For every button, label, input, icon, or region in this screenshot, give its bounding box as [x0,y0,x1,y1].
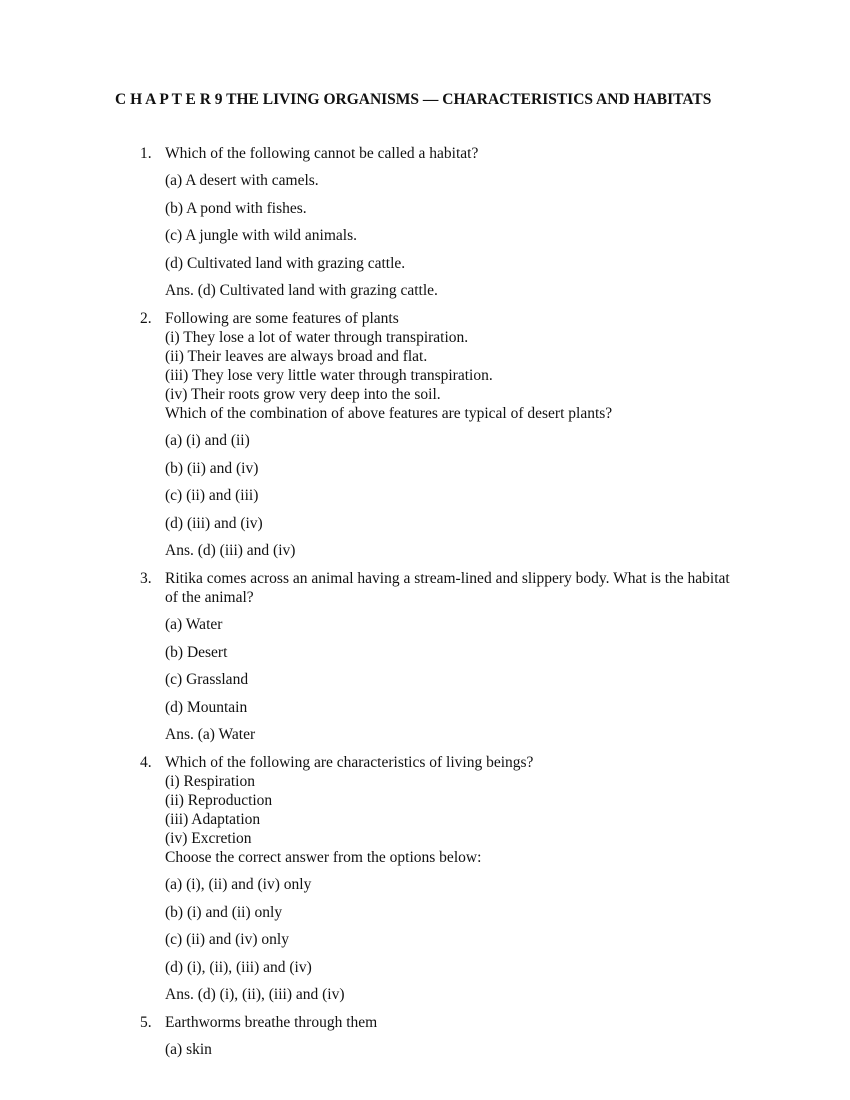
stem-line: Which of the combination of above features are typical of desert plants? [165,404,613,422]
stem-line: (ii) Reproduction [165,791,273,809]
answer-option: (d) Mountain [165,698,248,716]
answer-key: Ans. (d) (i), (ii), (iii) and (iv) [165,986,345,1003]
question-number: 4. [140,753,152,771]
answer-key: Ans. (d) Cultivated land with grazing cattle. [165,282,438,299]
question-number: 1. [140,144,152,162]
answer-option: (d) Cultivated land with grazing cattle. [165,254,406,272]
stem-line: (iii) They lose very little water through transpiration. [165,366,493,384]
stem-line: (iv) Excretion [165,829,252,847]
question-number: 5. [140,1013,152,1031]
answer-key: Ans. (a) Water [165,726,256,743]
stem-line: Choose the correct answer from the options below: [165,848,482,866]
chapter-title: C H A P T E R 9 THE LIVING ORGANISMS — CHARACTERISTICS AND HABITATS [115,91,712,108]
stem-line: (iv) Their roots grow very deep into the soil. [165,385,441,403]
question-number: 3. [140,569,152,587]
stem-line: Which of the following cannot be called a habitat? [165,144,479,162]
question-3 [140,569,730,745]
answer-option: (c) (ii) and (iv) only [165,931,289,948]
answer-option: (a) (i), (ii) and (iv) only [165,876,312,893]
answer-option: (b) (ii) and (iv) [165,459,259,477]
question-list [140,130,730,1059]
question-stem [140,569,730,607]
question-stem [140,1013,730,1032]
answer-option: (b) (i) and (ii) only [165,903,283,921]
question-5 [140,1013,730,1060]
stem-line: (iii) Adaptation [165,810,261,828]
stem-line: Earthworms breathe through them [165,1013,378,1031]
answer-option: (d) (iii) and (iv) [165,514,263,532]
question-stem [140,144,730,163]
stem-line: (ii) Their leaves are always broad and flat. [165,347,428,365]
stem-line: Following are some features of plants [165,309,399,327]
answer-option: (a) A desert with camels. [165,172,319,189]
answer-option: (b) A pond with fishes. [165,199,307,217]
answer-option: (a) Water [165,616,223,633]
question-number: 2. [140,309,152,327]
answer-option: (a) (i) and (ii) [165,432,250,449]
answer-option: (a) skin [165,1041,212,1058]
question-2 [140,309,730,561]
question-stem [140,753,730,867]
stem-line: Which of the following are characteristics of living beings? [165,753,534,771]
question-1 [140,144,730,301]
answer-option: (c) A jungle with wild animals. [165,227,358,244]
stem-line: Ritika comes across an animal having a stream-lined and slippery body. What is the habitat of the animal? [165,569,730,606]
question-4 [140,753,730,1005]
answer-option: (c) Grassland [165,671,249,688]
answer-key: Ans. (d) (iii) and (iv) [165,542,296,559]
answer-option: (b) Desert [165,643,228,661]
answer-option: (c) (ii) and (iii) [165,487,259,504]
stem-line: (i) They lose a lot of water through transpiration. [165,328,469,346]
question-stem [140,309,730,423]
stem-line: (i) Respiration [165,772,255,790]
answer-option: (d) (i), (ii), (iii) and (iv) [165,958,312,976]
